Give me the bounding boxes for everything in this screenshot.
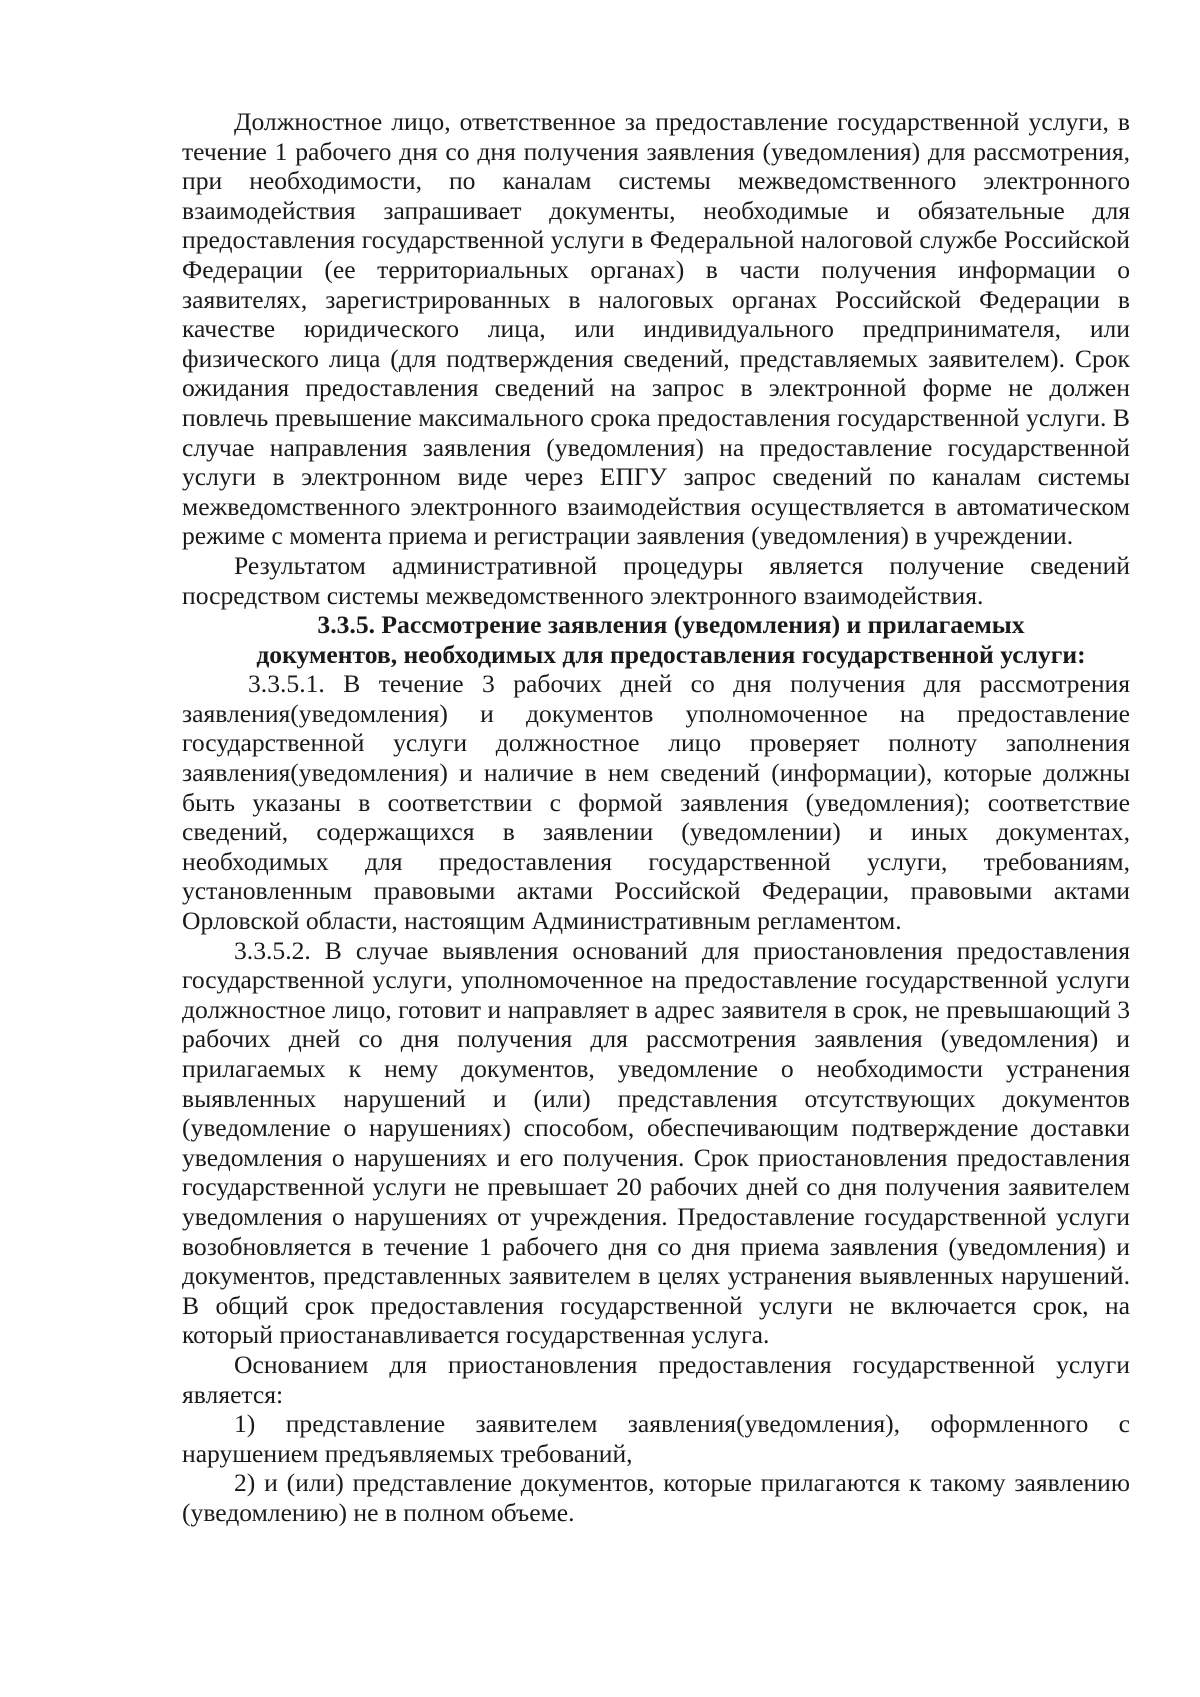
list-item-2: 2) и (или) представление документов, которые прилагаются к такому заявлению (уведомлению) не в полном объеме.	[182, 1468, 1130, 1527]
paragraph-3-3-5-1: 3.3.5.1. В течение 3 рабочих дней со дня получения для рассмотрения заявления(уведомления) и документов уполномоченное на предоставление государственной услуги должностное лицо проверяет полноту заполнения заявления(уведомления) и наличие в нем сведений (информации), которые должны быть указаны в соответствии с формой заявления (уведомления); соответствие сведений, содержащихся в заявлении (уведомлении) и иных документах, необходимых для предоставления государственной услуги, требованиям, установленным правовыми актами Российской Федерации, правовыми актами Орловской области, настоящим Административным регламентом.	[182, 669, 1130, 936]
paragraph-3-3-5-2: 3.3.5.2. В случае выявления оснований для приостановления предоставления государственной услуги, уполномоченное на предоставление государственной услуги должностное лицо, готовит и направляет в адрес заявителя в срок, не превышающий 3 рабочих дней со дня получения для рассмотрения заявления (уведомления) и прилагаемых к нему документов, уведомление о необходимости устранения выявленных нарушений и (или) представления отсутствующих документов (уведомление о нарушениях) способом, обеспечивающим подтверждение доставки уведомления о нарушениях и его получения. Срок приостановления предоставления государственной услуги не превышает 20 рабочих дней со дня получения заявителем уведомления о нарушениях от учреждения. Предоставление государственной услуги возобновляется в течение 1 рабочего дня со дня приема заявления (уведомления) и документов, представленных заявителем в целях устранения выявленных нарушений. В общий срок предоставления государственной услуги не включается срок, на который приостанавливается государственная услуга.	[182, 935, 1130, 1350]
paragraph-procedure-result: Результатом административной процедуры является получение сведений посредством системы межведомственного электронного взаимодействия.	[182, 550, 1130, 610]
section-heading-line-2: документов, необходимых для предоставления государственной услуги:	[256, 639, 1086, 669]
paragraph-suspension-grounds: Основанием для приостановления предоставления государственной услуги является:	[182, 1349, 1130, 1409]
list-item-1: 1) представление заявителем заявления(уведомления), оформленного с нарушением предъявляемых требований,	[182, 1409, 1130, 1468]
document-body	[182, 107, 1130, 1528]
paragraph-intra-agency-request: Должностное лицо, ответственное за предоставление государственной услуги, в течение 1 рабочего дня со дня получения заявления (уведомления) для рассмотрения, при необходимости, по каналам системы межведомственного электронного взаимодействия запрашивает документы, необходимые и обязательные для предоставления государственной услуги в Федеральной налоговой службе Российской Федерации (ее территориальных органах) в части получения информации о заявителях, зарегистрированных в налоговых органах Российской Федерации в качестве юридического лица, или индивидуального предпринимателя, или физического лица (для подтверждения сведений, представляемых заявителем). Срок ожидания предоставления сведений на запрос в электронной форме не должен повлечь превышение максимального срока предоставления государственной услуги. В случае направления заявления (уведомления) на предоставление государственной услуги в электронном виде через ЕПГУ запрос сведений по каналам системы межведомственного электронного взаимодействия осуществляется в автоматическом режиме с момента приема и регистрации заявления (уведомления) в учреждении.	[182, 107, 1130, 551]
section-heading-line-1: 3.3.5. Рассмотрение заявления (уведомления) и прилагаемых	[317, 610, 1025, 640]
